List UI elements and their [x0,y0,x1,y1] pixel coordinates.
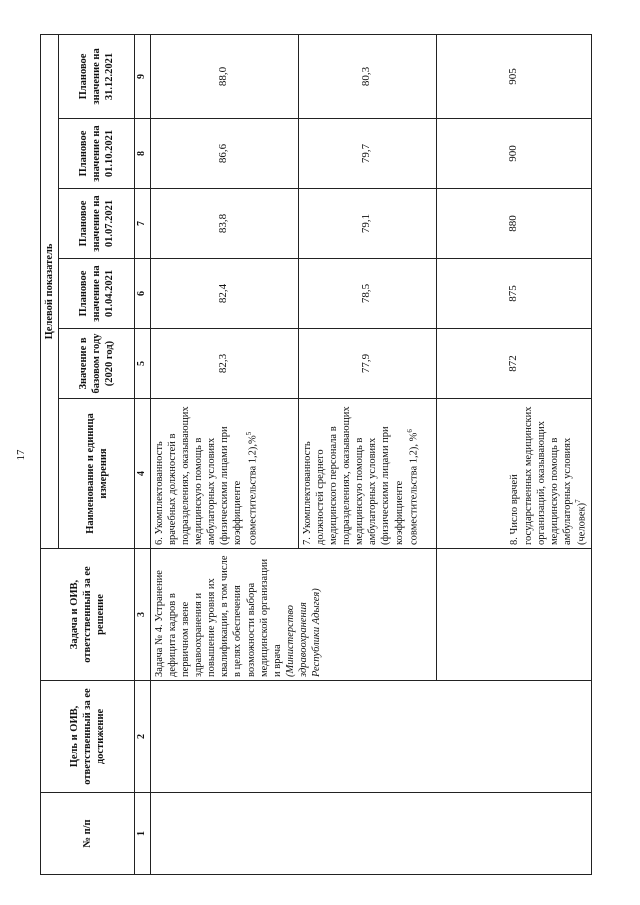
header-indicator-name: Наименование и единица измерения [59,399,135,549]
col-number: 2 [135,681,151,793]
value-cell: 88,0 [150,34,298,118]
header-target-group: Целевой показатель [41,34,59,548]
table-row [150,34,298,874]
rotated-document [40,35,588,875]
header-number: № п/п [41,793,135,875]
indicator-name: 7. Укомплектованность должностей среднего медицинского персонала в подразделениях, оказывающих медицинскую помощь в амбулаторных условиях (физическими лицами при коэффициенте совместительства 1,2), % [301,406,420,545]
header-plan-q3: Плановое значение на 01.10.2021 [59,119,135,189]
page-number [14,440,28,470]
header-plan-q1: Плановое значение на 01.04.2021 [59,259,135,329]
header-plan-q2: Плановое значение на 01.07.2021 [59,189,135,259]
value-cell: 79,1 [298,189,436,259]
indicator-name: 6. Укомплектованность врачебных должностей в подразделениях, оказывающих медицинскую помощь в амбулаторных условиях (физическими лицами при коэффициенте совместительства 1,2),% [153,406,258,545]
header-task: Задача и ОИВ, ответственный за ее решение [41,549,135,681]
col-number: 4 [135,399,151,549]
value-cell: 875 [436,259,591,329]
value-cell: 880 [436,189,591,259]
indicator-name-cell [298,399,436,549]
indicator-name-cell [150,399,298,549]
page-number-text: 17 [15,449,27,461]
col-number: 6 [135,259,151,329]
header-goal: Цель и ОИВ, ответственный за ее достижение [41,681,135,793]
footnote-marker: 7 [574,499,582,503]
col-number: 5 [135,329,151,399]
value-cell: 80,3 [298,34,436,118]
col-number: 8 [135,119,151,189]
indicator-name: 8. Число врачей государственных медицинских организаций, оказывающих медицинскую помощь в амбулаторных условиях (человек) [509,406,588,545]
task-cell [150,549,436,681]
goal-cell [150,681,591,793]
col-number: 7 [135,189,151,259]
footnote-marker: 6 [405,429,414,433]
value-cell: 872 [436,329,591,399]
value-cell: 900 [436,119,591,189]
task-responsible: (Министерство здравоохранения Республики Адыгея) [284,588,323,677]
value-cell: 79,7 [298,119,436,189]
value-cell: 83,8 [150,189,298,259]
col-number: 3 [135,549,151,681]
col-number: 9 [135,34,151,118]
col-number: 1 [135,793,151,875]
value-cell: 82,3 [150,329,298,399]
value-cell: 78,5 [298,259,436,329]
task-text: Задача № 4. Устранение дефицита кадров в первичном звене здравоохранения и повышение уровня их квалификации, в том числе в целях обеспечения возможности выбора медицинской организации и врача [153,555,283,677]
value-cell: 905 [436,34,591,118]
target-indicators-table [40,34,592,875]
header-base-value: Значение в базовом году (2020 год) [59,329,135,399]
footnote-marker: 5 [244,431,253,436]
empty-task-cell [436,549,591,681]
header-plan-q4: Плановое значение на 31.12.2021 [59,34,135,118]
row-number-cell [150,793,591,875]
value-cell: 82,4 [150,259,298,329]
value-cell: 77,9 [298,329,436,399]
indicator-name-cell [436,399,591,549]
value-cell: 86,6 [150,119,298,189]
column-number-row [135,34,151,874]
